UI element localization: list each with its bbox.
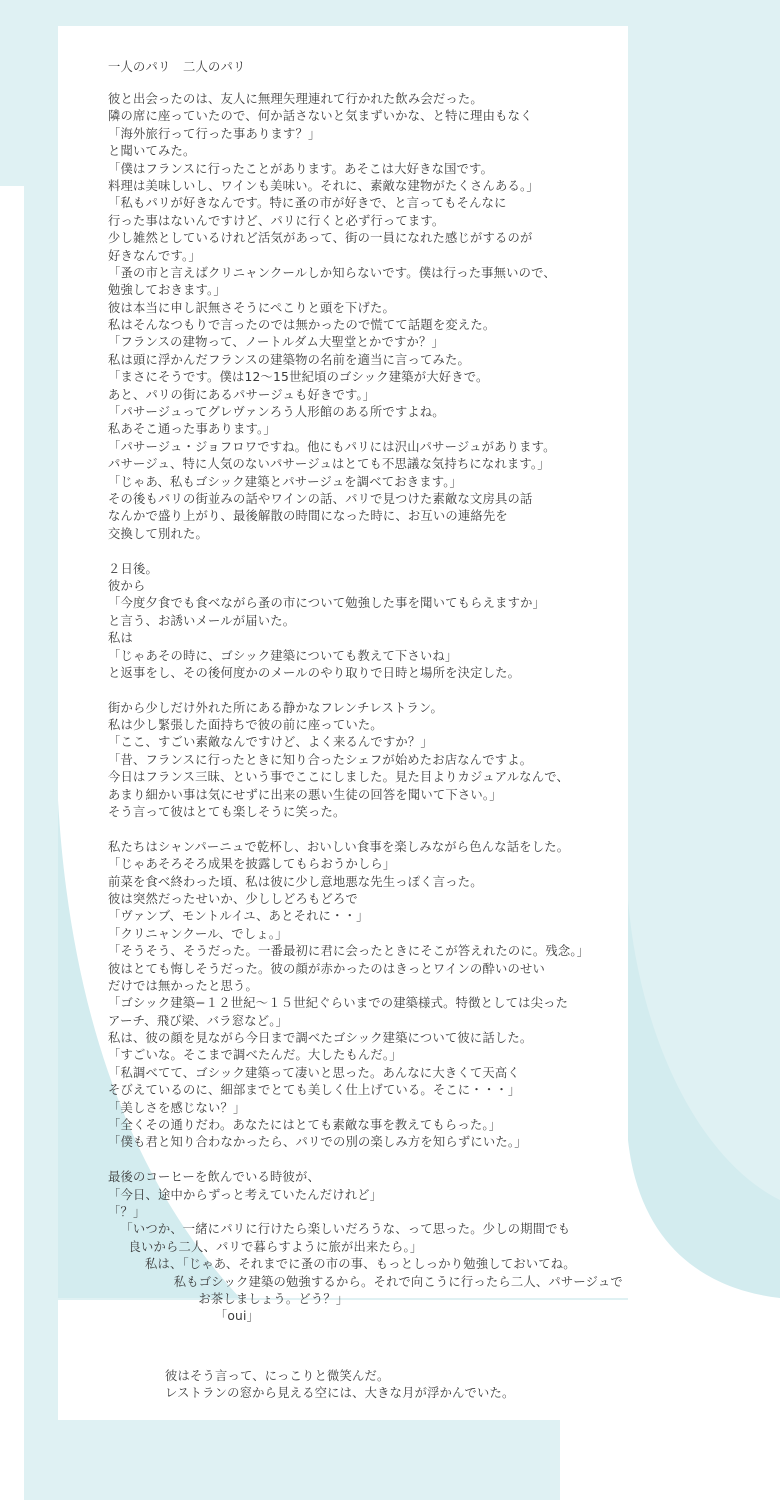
text-line: 私は、「じゃあ、それまでに蚤の市の事、もっとしっかり勉強しておいてね。: [108, 1257, 576, 1272]
text-line: 「ゴシック建築−１２世紀〜１５世紀ぐらいまでの建築様式。特徴としては尖った: [108, 996, 569, 1011]
text-line: 「僕はフランスに行ったことがあります。あそこは大好きな国です。: [108, 161, 494, 176]
text-line: 「私調べてて、ゴシック建築って凄いと思った。あんなに大きくて天高く: [108, 1065, 520, 1080]
text-line: 「すごいな。そこまで調べたんだ。大したもんだ。」: [108, 1048, 402, 1063]
text-line: 今日はフランス三昧、という事でここにしました。見た目よりカジュアルなんで、: [108, 770, 570, 785]
text-line: と返事をし、その後何度かのメールのやり取りで日時と場所を決定した。: [108, 665, 521, 680]
text-line: 私は頭に浮かんだフランスの建築物の名前を適当に言ってみた。: [108, 352, 471, 367]
text-line: 「じゃあそろそろ成果を披露してもらおうかしら」: [108, 857, 396, 872]
text-line: 彼から: [108, 578, 146, 593]
text-line: [108, 543, 623, 560]
text-line: あと、パリの街にあるパサージュも好きです。」: [108, 387, 376, 402]
text-line: だけでは無かったと思う。: [108, 978, 258, 993]
text-line: 好きなんです。」: [108, 248, 201, 263]
text-line: 私たちはシャンパーニュで乾杯し、おいしい食事を楽しみながら色んな話をした。: [108, 839, 570, 854]
text-line: 「いつか、一緒にパリに行けたら楽しいだろうな、って思った。少しの期間でも: [108, 1222, 571, 1237]
text-line: 彼は本当に申し訳無さそうにぺこりと頭を下げた。: [108, 300, 395, 315]
text-line: と聞いてみた。: [108, 144, 196, 159]
text-line: ２日後。: [108, 561, 158, 576]
text-line: 「今度夕食でも食べながら蚤の市について勉強した事を聞いてもらえますか」: [108, 596, 546, 611]
text-line: 私もゴシック建築の勉強するから。それで向こうに行ったら二人、パサージュで: [108, 1274, 623, 1289]
text-line: 「パサージュ・ジョフロワですね。他にもパリには沢山パサージュがあります。: [108, 439, 556, 454]
text-line: 私は、彼の顔を見ながら今日まで調べたゴシック建築について彼に話した。: [108, 1031, 533, 1046]
text-line: アーチ、飛び梁、バラ窓など。」: [108, 1013, 289, 1028]
text-line: 料理は美味しいし、ワインも美味い。それに、素敵な建物がたくさんある。」: [108, 178, 539, 193]
text-line: 勉強しておきます。」: [108, 283, 226, 298]
text-line: あまり細かい事は気にせずに出来の悪い生徒の回答を聞いて下さい。」: [108, 787, 502, 802]
text-line: 良いから二人、パリで暮らすように旅が出来たら。」: [108, 1239, 423, 1254]
text-line: 「全くその通りだわ。あなたにはとても素敵な事を教えてもらった。」: [108, 1118, 502, 1133]
text-line: 「？」: [108, 1205, 146, 1219]
text-line: [108, 682, 623, 699]
text-line: 「蚤の市と言えばクリニャンクールしか知らないです。僕は行った事無いので、: [108, 265, 556, 280]
text-line: 私はそんなつもりで言ったのでは無かったので慌てて話題を変えた。: [108, 318, 496, 333]
text-line: 彼はとても悔しそうだった。彼の顔が赤かったのはきっとワインの酔いのせい: [108, 961, 546, 976]
text-line: [108, 1152, 623, 1169]
text-line: 「oui」: [108, 1309, 260, 1324]
text-line: 「じゃあ、私もゴシック建築とパサージュを調べておきます。」: [108, 474, 463, 489]
text-line: レストランの窓から見える空には、大きな月が浮かんでいた。: [165, 1386, 515, 1401]
text-line: パサージュ、特に人気のないパサージュはとても不思議な気持ちになれます。」: [108, 457, 550, 472]
text-line: 「ここ、すごい素敵なんですけど、よく来るんですか？」: [108, 735, 433, 750]
text-line: 「そうそう、そうだった。一番最初に君に会ったときにそこが答えれたのに。残念。」: [108, 944, 590, 959]
text-line: 彼は突然だったせいか、少ししどろもどろで: [108, 891, 358, 906]
text-line: 隣の席に座っていたので、何か話さないと気まずいかな、と特に理由もなく: [108, 109, 533, 124]
text-line: 「僕も君と知り合わなかったら、パリでの別の楽しみ方を知らずにいた。」: [108, 1135, 527, 1150]
text-line: そびえているのに、細部までとても美しく仕上げている。そこに・・・」: [108, 1083, 521, 1098]
text-line: 「美しさを感じない？」: [108, 1100, 246, 1115]
text-line: 「海外旅行って行った事あります？」: [108, 126, 321, 141]
text-line: 彼はそう言って、にっこりと微笑んだ。: [165, 1369, 390, 1383]
text-line: 「ヴァンブ、モントルイユ、あとそれに・・」: [108, 909, 369, 924]
text-line: 「クリニャンクール、でしょ。」: [108, 926, 288, 941]
text-line: 「じゃあその時に、ゴシック建築についても教えて下さいね」: [108, 648, 458, 663]
text-line: その後もパリの街並みの話やワインの話、パリで見つけた素敵な文房具の話: [108, 491, 533, 506]
text-line: 「まさにそうです。僕は12〜15世紀頃のゴシック建築が大好きで。: [108, 370, 489, 385]
story-body: [108, 91, 623, 1326]
text-line: と言う、お誘いメールが届いた。: [108, 613, 296, 628]
text-line: なんかで盛り上がり、最後解散の時間になった時に、お互いの連絡先を: [108, 509, 508, 524]
text-line: 交換して別れた。: [108, 526, 208, 541]
text-line: 私は少し緊張した面持ちで彼の前に座っていた。: [108, 718, 383, 733]
text-line: [108, 821, 623, 838]
text-line: そう言って彼はとても楽しそうに笑った。: [108, 805, 346, 820]
text-line: 「私もパリが好きなんです。特に蚤の市が好きで、と言ってもそんなに: [108, 196, 507, 211]
text-line: お茶しましょう。どう？」: [108, 1291, 349, 1306]
text-line: 最後のコーヒーを飲んでいる時彼が、: [108, 1170, 320, 1185]
text-line: 「パサージュってグレヴァンろう人形館のある所ですよね。: [108, 405, 445, 420]
text-line: 前菜を食べ終わった頃、私は彼に少し意地悪な先生っぽく言った。: [108, 874, 483, 889]
text-line: 「フランスの建物って、ノートルダム大聖堂とかですか？」: [108, 335, 444, 350]
text-line: 少し雑然としているけれど活気があって、街の一員になれた感じがするのが: [108, 231, 533, 246]
text-line: 彼と出会ったのは、友人に無理矢理連れて行かれた飲み会だった。: [108, 92, 483, 106]
text-line: 行った事はないんですけど、パリに行くと必ず行ってます。: [108, 213, 445, 228]
text-line: 「昔、フランスに行ったときに知り合ったシェフが始めたお店なんですよ。: [108, 752, 533, 767]
text-line: 「今日、途中からずっと考えていたんだけれど」: [108, 1187, 383, 1202]
story-title: 一人のパリ 二人のパリ: [108, 60, 246, 74]
text-line: 街から少しだけ外れた所にある静かなフレンチレストラン。: [108, 700, 444, 715]
text-line: 私は: [108, 631, 133, 646]
story-ending: [165, 1368, 515, 1403]
text-line: 私あそこ通った事あります。」: [108, 422, 276, 437]
